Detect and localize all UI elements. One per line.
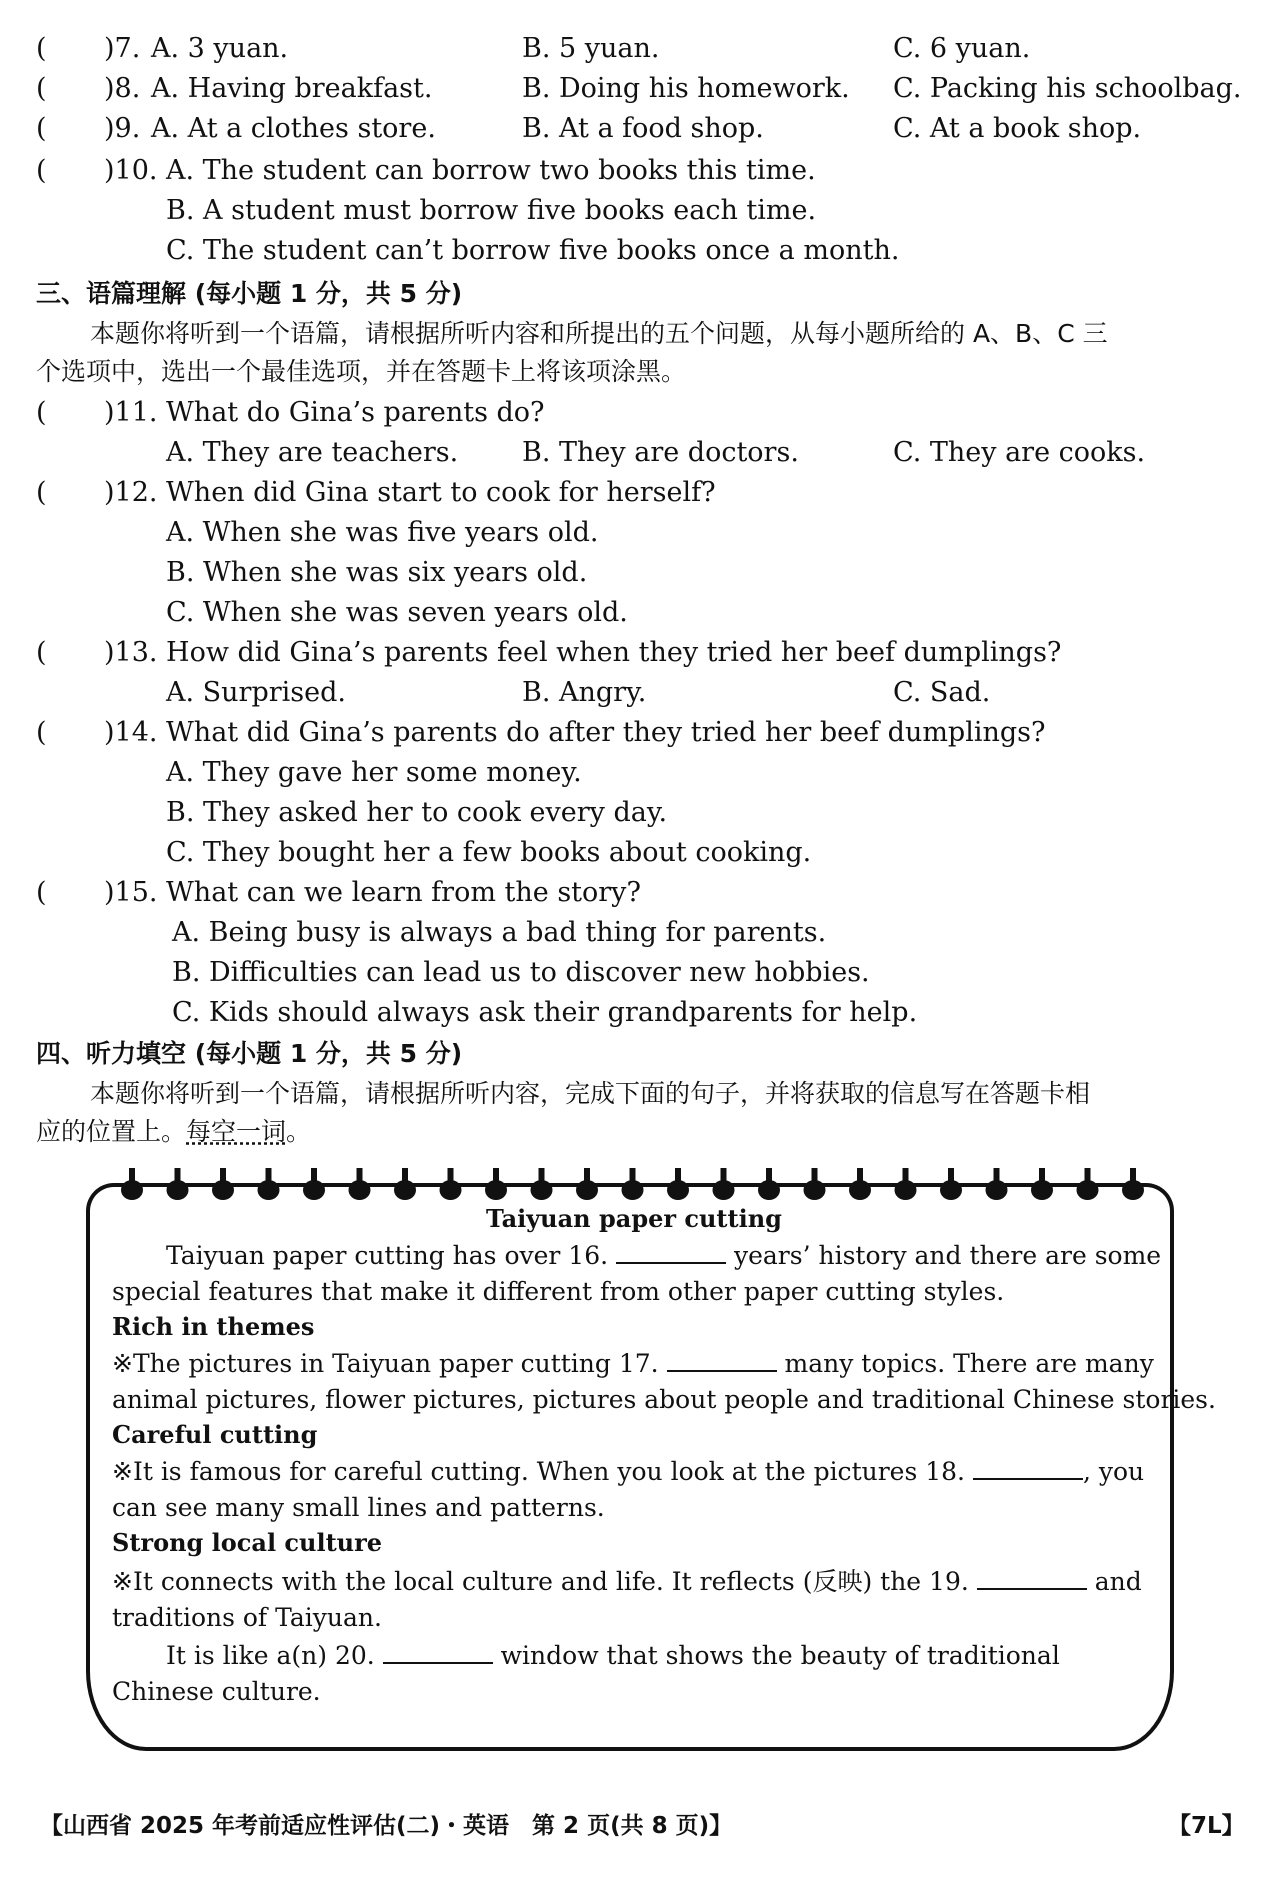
ring-hole (758, 1180, 780, 1200)
option-a: A. The student can borrow two books this time. (166, 155, 816, 186)
emphasized-instruction: 每空一词 (186, 1117, 287, 1146)
passage-line-2: special features that make it different from other paper cutting styles. (112, 1277, 1005, 1306)
question-13 (0, 634, 1280, 674)
question-9 (0, 110, 1280, 150)
blank-19[interactable] (977, 1566, 1087, 1590)
ring-hole (667, 1180, 689, 1200)
passage-text: It is like a(n) 20. (166, 1641, 375, 1670)
passage-line-4: animal pictures, flower pictures, pictures about people and traditional Chinese stories. (112, 1385, 1216, 1414)
question-text: )15. What can we learn from the story? (104, 877, 641, 908)
question-number: )10. (104, 155, 158, 186)
question-7 (0, 30, 1280, 70)
ring-hole (986, 1180, 1008, 1200)
passage-text: years’ history and there are some (733, 1241, 1162, 1270)
passage-line-10: Chinese culture. (112, 1677, 321, 1706)
ring-hole (167, 1180, 189, 1200)
ring-hole (804, 1180, 826, 1200)
option-a: A. When she was five years old. (166, 517, 599, 548)
passage-line-7 (112, 1564, 1142, 1599)
ring-hole (622, 1180, 644, 1200)
option-c: C. Packing his schoolbag. (893, 73, 1242, 104)
passage-line-3 (112, 1346, 1154, 1381)
section-3-instructions-line2: 个选项中，选出一个最佳选项，并在答题卡上将该项涂黑。 (36, 357, 687, 386)
passage-line-6: can see many small lines and patterns. (112, 1493, 605, 1522)
blank-17[interactable] (667, 1348, 777, 1372)
ring-hole (258, 1180, 280, 1200)
subheading-themes: Rich in themes (112, 1312, 315, 1341)
option-b: B. 5 yuan. (522, 33, 660, 64)
question-number: )7. (104, 33, 141, 64)
option-b: B. At a food shop. (522, 113, 764, 144)
ring-hole (303, 1180, 325, 1200)
option-b: B. They are doctors. (522, 437, 799, 468)
option-a: A. 3 yuan. (151, 33, 289, 64)
blank-20[interactable] (383, 1640, 493, 1664)
passage-text: ※The pictures in Taiyuan paper cutting 17. (112, 1349, 659, 1378)
question-11 (0, 394, 1280, 434)
answer-paren: ( (36, 397, 47, 428)
answer-paren: ( (36, 877, 47, 908)
section-3-heading: 三、语篇理解 (每小题 1 分，共 5 分) (36, 279, 463, 308)
ring-hole (121, 1180, 143, 1200)
option-c: C. Kids should always ask their grandparents for help. (172, 997, 918, 1028)
passage-text: and (1094, 1567, 1142, 1596)
option-b: B. Doing his homework. (522, 73, 850, 104)
option-c: C. 6 yuan. (893, 33, 1031, 64)
question-number: )9. (104, 113, 141, 144)
passage-text: many topics. There are many (784, 1349, 1154, 1378)
passage-text: ※It connects with the local culture and life. It reflects (反映) the 19. (112, 1567, 969, 1596)
option-c: C. The student can’t borrow five books once a month. (166, 235, 900, 266)
answer-paren: ( (36, 33, 47, 64)
passage-line-8: traditions of Taiyuan. (112, 1603, 382, 1632)
option-c: C. When she was seven years old. (166, 597, 628, 628)
option-b: B. They asked her to cook every day. (166, 797, 668, 828)
ring-hole (576, 1180, 598, 1200)
answer-paren: ( (36, 717, 47, 748)
question-14 (0, 714, 1280, 754)
ring-hole (212, 1180, 234, 1200)
ring-hole (713, 1180, 735, 1200)
ring-hole (895, 1180, 917, 1200)
answer-paren: ( (36, 637, 47, 668)
question-text: )12. When did Gina start to cook for herself? (104, 477, 716, 508)
notebook-rings-icon (118, 1168, 1158, 1202)
option-c: C. They bought her a few books about cooking. (166, 837, 812, 868)
passage-text: ※It is famous for careful cutting. When you look at the pictures 18. (112, 1457, 965, 1486)
option-c: C. At a book shop. (893, 113, 1142, 144)
footer-exam-info: 【山西省 2025 年考前适应性评估(二)・英语 第 2 页(共 8 页)】 (40, 1813, 733, 1839)
option-a: A. At a clothes store. (151, 113, 436, 144)
option-b: B. Angry. (522, 677, 647, 708)
ring-hole (940, 1180, 962, 1200)
question-text: )14. What did Gina’s parents do after they tried her beef dumplings? (104, 717, 1046, 748)
subheading-cutting: Careful cutting (112, 1420, 318, 1449)
instruction-period: 。 (286, 1117, 312, 1146)
passage-text: window that shows the beauty of traditional (500, 1641, 1060, 1670)
answer-paren: ( (36, 477, 47, 508)
footer-code: 【7L】 (1168, 1813, 1245, 1839)
answer-paren: ( (36, 113, 47, 144)
ring-hole (1031, 1180, 1053, 1200)
passage-text: , you (1082, 1457, 1145, 1486)
option-a: A. Being busy is always a bad thing for parents. (172, 917, 827, 948)
option-a: A. Having breakfast. (151, 73, 433, 104)
ring-hole (394, 1180, 416, 1200)
passage-line-9 (166, 1638, 1060, 1673)
section-3-instructions-line1: 本题你将听到一个语篇，请根据所听内容和所提出的五个问题，从每小题所给的 A、B、C 三 (90, 319, 1108, 348)
blank-16[interactable] (616, 1240, 726, 1264)
ring-hole (849, 1180, 871, 1200)
question-number: )8. (104, 73, 141, 104)
box-title: Taiyuan paper cutting (486, 1204, 782, 1233)
answer-paren: ( (36, 73, 47, 104)
option-b: B. A student must borrow five books each time. (166, 195, 817, 226)
section-4-instructions-line2 (36, 1114, 311, 1149)
subheading-culture: Strong local culture (112, 1528, 383, 1557)
section-4-instructions-line1: 本题你将听到一个语篇，请根据所听内容，完成下面的句子，并将获取的信息写在答题卡相 (90, 1079, 1091, 1108)
question-12 (0, 474, 1280, 514)
option-a: A. They are teachers. (166, 437, 459, 468)
option-c: C. Sad. (893, 677, 991, 708)
option-b: B. When she was six years old. (166, 557, 588, 588)
question-11-options (0, 434, 1280, 474)
option-c: C. They are cooks. (893, 437, 1146, 468)
blank-18[interactable] (973, 1456, 1083, 1480)
option-a: A. They gave her some money. (166, 757, 582, 788)
question-10 (0, 152, 1280, 192)
question-text: )13. How did Gina’s parents feel when they tried her beef dumplings? (104, 637, 1062, 668)
option-a: A. Surprised. (166, 677, 346, 708)
question-8 (0, 70, 1280, 110)
ring-hole (440, 1180, 462, 1200)
question-13-options (0, 674, 1280, 714)
option-b: B. Difficulties can lead us to discover new hobbies. (172, 957, 870, 988)
question-text: )11. What do Gina’s parents do? (104, 397, 545, 428)
ring-hole (531, 1180, 553, 1200)
ring-hole (349, 1180, 371, 1200)
question-15 (0, 874, 1280, 914)
ring-hole (1077, 1180, 1099, 1200)
passage-line-1 (166, 1238, 1161, 1273)
instruction-text: 应的位置上。 (36, 1117, 187, 1146)
answer-paren: ( (36, 155, 47, 186)
section-4-heading: 四、听力填空 (每小题 1 分，共 5 分) (36, 1039, 463, 1068)
ring-hole (1122, 1180, 1144, 1200)
passage-text: Taiyuan paper cutting has over 16. (166, 1241, 609, 1270)
ring-hole (485, 1180, 507, 1200)
passage-line-5 (112, 1454, 1144, 1489)
